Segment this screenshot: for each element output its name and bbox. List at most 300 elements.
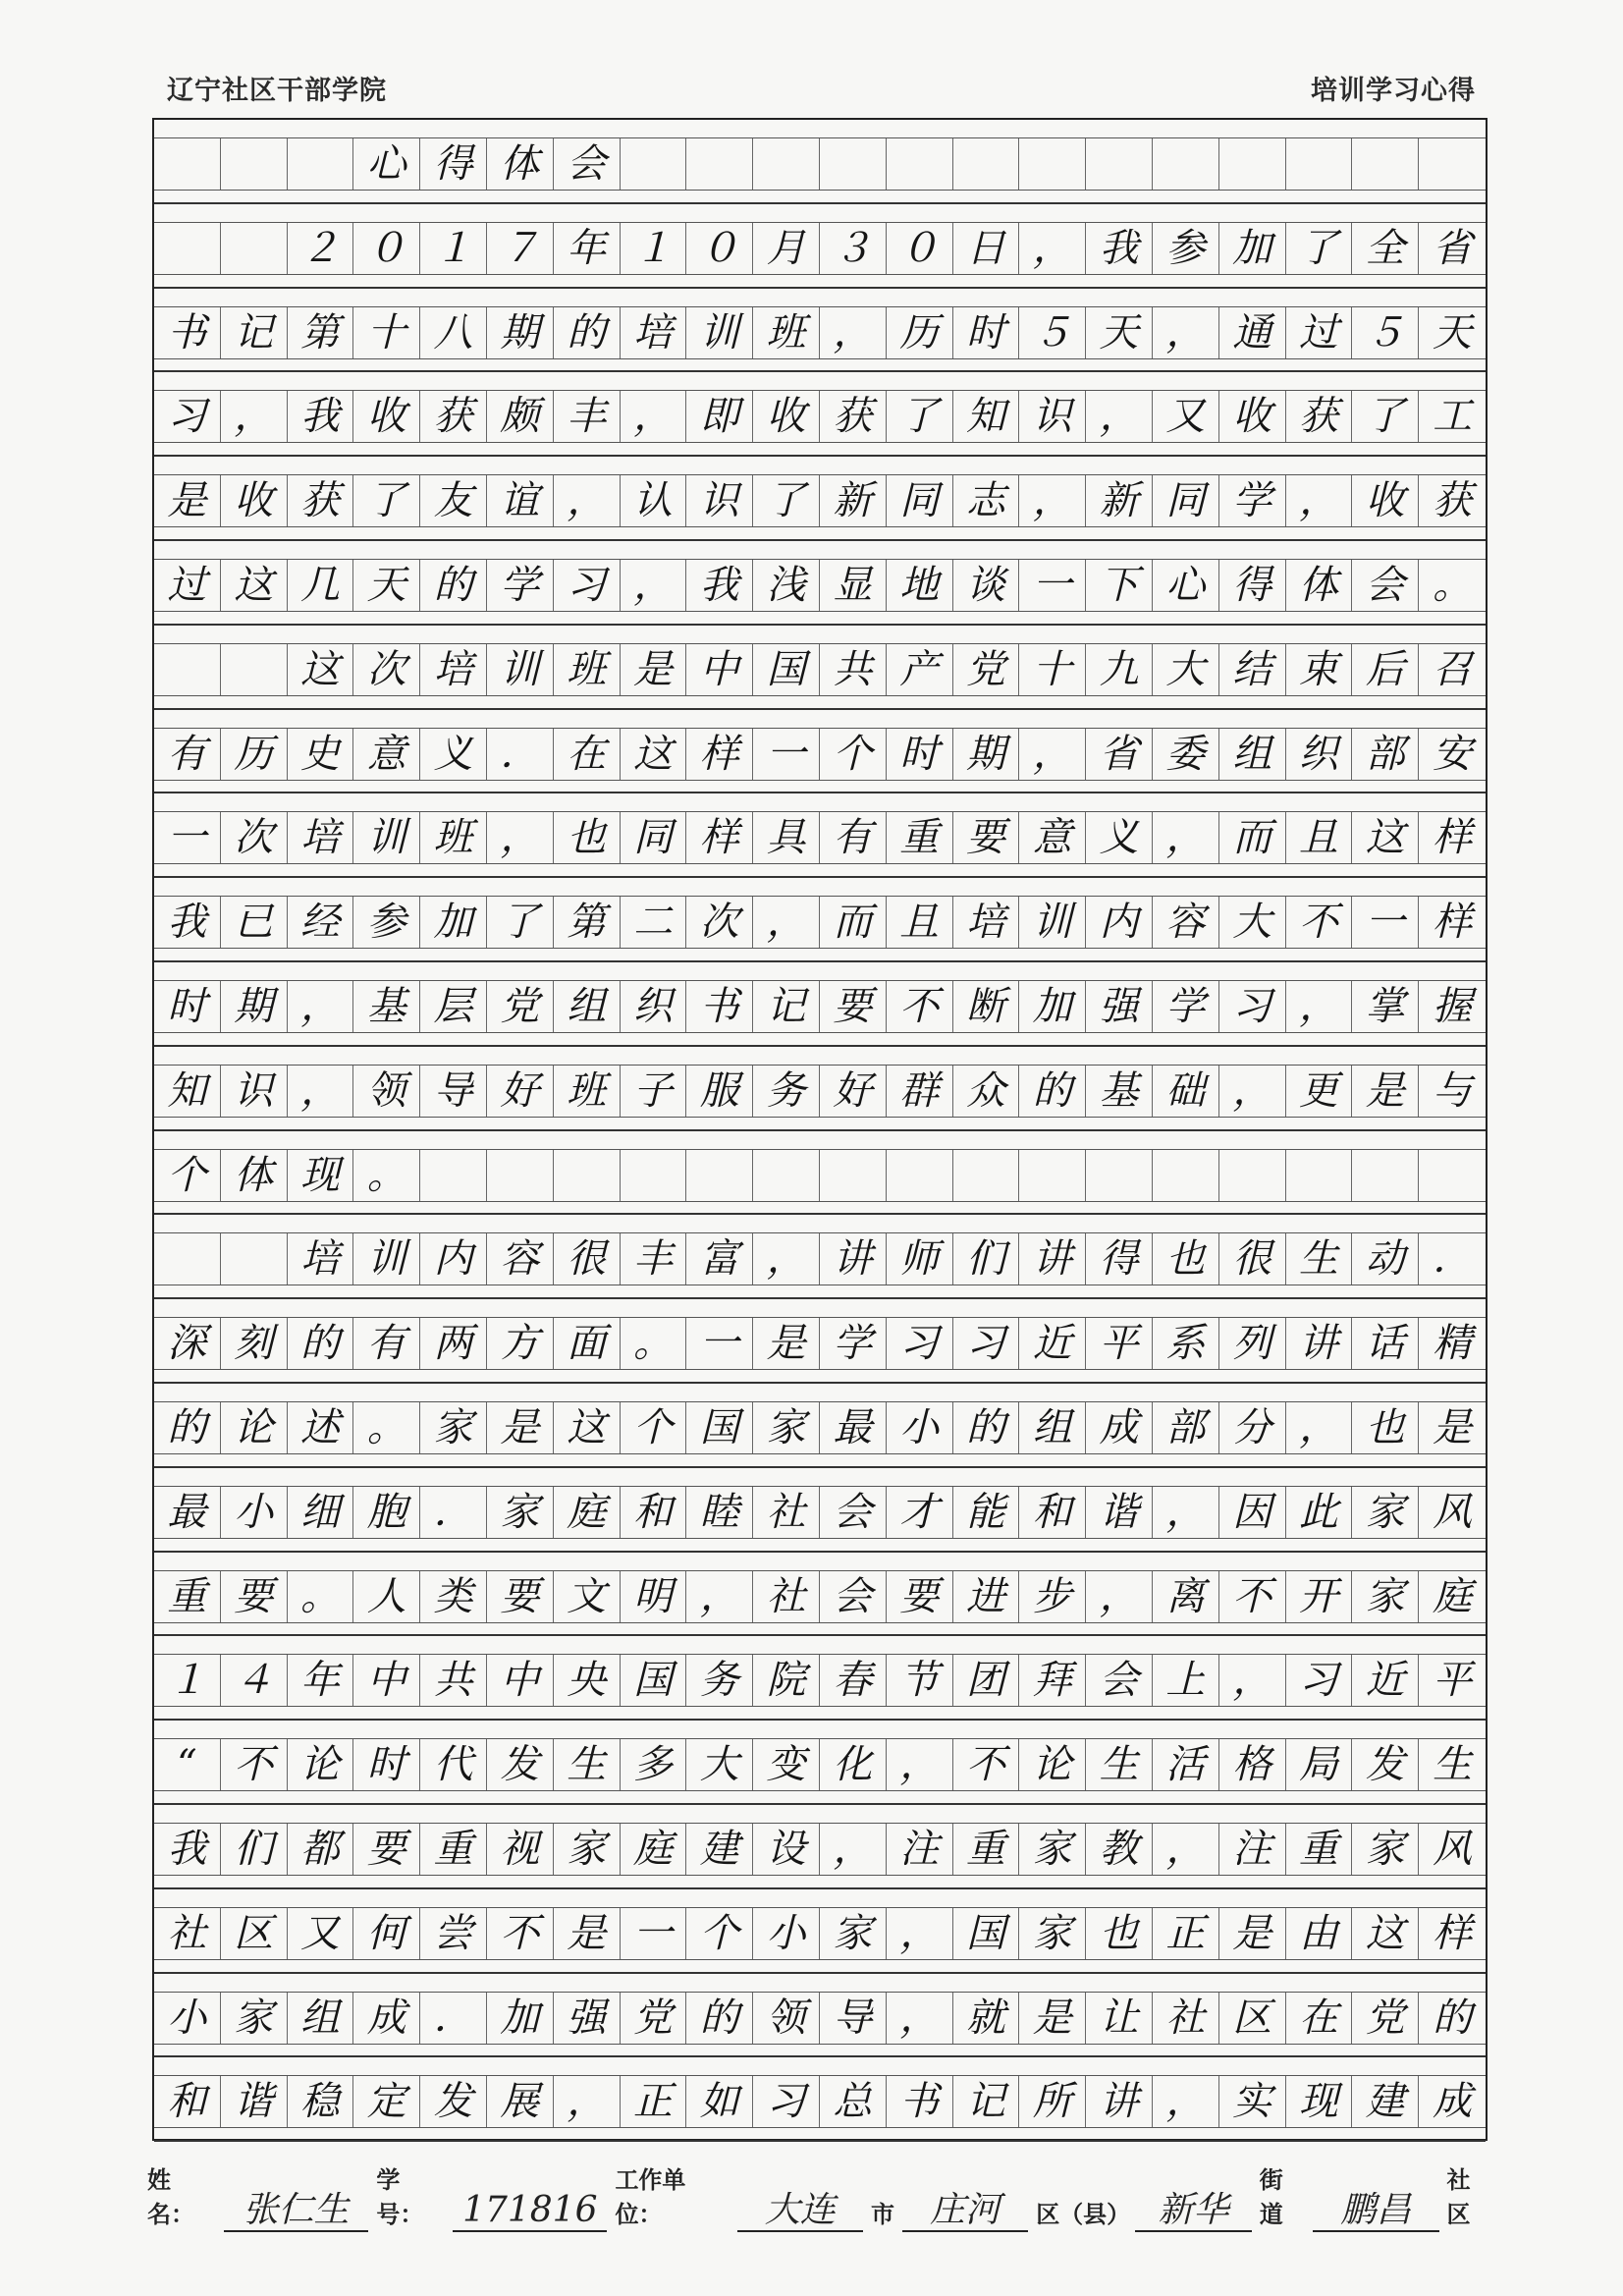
grid-cell: 中 [487, 1655, 554, 1706]
grid-cell [1419, 1150, 1486, 1201]
grid-cell [621, 1150, 687, 1201]
grid-cell: 。 [1433, 562, 1473, 608]
grid-cell: 社 [753, 1487, 820, 1538]
grid-cell: 认 [621, 475, 687, 526]
grid-cell: 子 [621, 1066, 687, 1117]
grid-cell: 国 [686, 1402, 753, 1453]
grid-cell: ， [554, 2076, 621, 2127]
grid-cell: 文 [554, 1571, 621, 1622]
grid-cell: 体 [1286, 560, 1353, 611]
grid-cell: ３ [820, 223, 887, 274]
grid-cell [753, 138, 820, 190]
work-unit-label: 工作单位： [615, 2166, 686, 2228]
grid-cell: 收 [221, 475, 288, 526]
grid-cell: 在 [1286, 1993, 1353, 2044]
grid-cell: 在 [554, 729, 621, 780]
grid-cell: 务 [753, 1066, 820, 1117]
grid-cell [1219, 1150, 1286, 1201]
grid-cell: 的 [154, 1402, 221, 1453]
grid-cell: 系 [1153, 1318, 1219, 1369]
grid-cell: ， [1019, 729, 1086, 780]
grid-cell: 而 [1219, 812, 1286, 863]
grid-cell: 化 [820, 1739, 887, 1790]
grid-cell: ， [753, 897, 820, 948]
grid-cell: ， [221, 391, 288, 442]
institution-name: 辽宁社区干部学院 [167, 76, 387, 106]
grid-cell: 不 [1219, 1571, 1286, 1622]
grid-cell: 家 [1352, 1824, 1419, 1875]
grid-cell [820, 138, 887, 190]
grid-cell: 大 [686, 1739, 753, 1790]
grid-cell: 又 [288, 1908, 354, 1959]
grid-cell: 会 [1086, 1655, 1153, 1706]
grid-cell: 时 [887, 729, 953, 780]
grid-cell [1352, 138, 1419, 190]
grid-cell: 同 [887, 475, 953, 526]
grid-cell: ， [1153, 1487, 1219, 1538]
grid-cell: 是 [487, 1402, 554, 1453]
grid-cell: 导 [420, 1066, 487, 1117]
grid-cell: 召 [1433, 646, 1473, 692]
grid-cell: 谊 [487, 475, 554, 526]
grid-cell [1153, 138, 1219, 190]
grid-cell [1019, 138, 1086, 190]
grid-cell: 谐 [221, 2076, 288, 2127]
grid-cell: 班 [420, 812, 487, 863]
grid-cell: 一 [1352, 897, 1419, 948]
grid-cell: 发 [487, 1739, 554, 1790]
grid-cell: 强 [1086, 981, 1153, 1032]
grid-row [154, 120, 1486, 204]
grid-cell: 家 [554, 1824, 621, 1875]
grid-cell: 的 [554, 307, 621, 358]
grid-cell: 而 [820, 897, 887, 948]
grid-cell: 要 [953, 812, 1020, 863]
grid-cell: 家 [820, 1908, 887, 1959]
grid-cell: 组 [554, 981, 621, 1032]
grid-cell: 富 [686, 1233, 753, 1285]
grid-cell: 离 [1153, 1571, 1219, 1622]
community-field: 鹏昌 [1313, 2191, 1438, 2232]
grid-cell: 日 [953, 223, 1020, 274]
grid-cell: 们 [221, 1824, 288, 1875]
grid-cell: 这 [554, 1402, 621, 1453]
grid-cell: 工 [1433, 394, 1473, 440]
grid-cell: 是 [1219, 1908, 1286, 1959]
grid-row [154, 2057, 1486, 2142]
grid-row [154, 289, 1486, 373]
grid-cell: 时 [154, 981, 221, 1032]
grid-cell: 具 [753, 812, 820, 863]
grid-cell: 风 [1433, 1489, 1473, 1535]
grid-cell: 这 [621, 729, 687, 780]
grid-cell: 一 [753, 729, 820, 780]
grid-cell: 期 [221, 981, 288, 1032]
grid-cell: 收 [1352, 475, 1419, 526]
grid-cell: ， [288, 1066, 354, 1117]
grid-cell: 群 [887, 1066, 953, 1117]
grid-cell: 最 [154, 1487, 221, 1538]
grid-cell: 一 [686, 1318, 753, 1369]
grid-cell: 有 [154, 729, 221, 780]
grid-cell: 地 [887, 560, 953, 611]
grid-cell: 个 [621, 1402, 687, 1453]
grid-cell [221, 644, 288, 695]
grid-cell: 人 [353, 1571, 420, 1622]
grid-cell: 庭 [554, 1487, 621, 1538]
grid-cell [221, 138, 288, 190]
grid-cell: 由 [1286, 1908, 1353, 1959]
grid-cell: 个 [154, 1150, 221, 1201]
grid-cell: 一 [621, 1908, 687, 1959]
grid-cell [1286, 1150, 1353, 1201]
grid-cell: 基 [353, 981, 420, 1032]
grid-cell: ， [887, 1993, 953, 2044]
grid-cell: 要 [487, 1571, 554, 1622]
grid-cell: ０ [353, 223, 420, 274]
grid-cell: 样 [686, 812, 753, 863]
city-field: 大连 [737, 2191, 863, 2232]
grid-cell: 历 [221, 729, 288, 780]
grid-cell: 学 [1153, 981, 1219, 1032]
grid-cell: 一 [1019, 560, 1086, 611]
grid-cell: 领 [353, 1066, 420, 1117]
grid-cell: 和 [621, 1487, 687, 1538]
grid-cell: 丰 [554, 391, 621, 442]
grid-cell: 活 [1153, 1739, 1219, 1790]
grid-cell: 得 [1086, 1233, 1153, 1285]
grid-cell [887, 138, 953, 190]
grid-cell: 导 [820, 1993, 887, 2044]
grid-cell: 新 [1086, 475, 1153, 526]
grid-cell: 获 [288, 475, 354, 526]
document-type: 培训学习心得 [1311, 76, 1476, 106]
grid-cell: 方 [487, 1318, 554, 1369]
grid-cell: 书 [686, 981, 753, 1032]
grid-cell: 习 [953, 1318, 1020, 1369]
grid-cell: 大 [1153, 644, 1219, 695]
grid-cell: ， [1153, 1824, 1219, 1875]
grid-cell: 期 [487, 307, 554, 358]
grid-cell: 家 [1019, 1824, 1086, 1875]
grid-cell [753, 1150, 820, 1201]
grid-cell: 谐 [1086, 1487, 1153, 1538]
grid-cell: 次 [221, 812, 288, 863]
grid-cell: 央 [554, 1655, 621, 1706]
grid-cell: 第 [554, 897, 621, 948]
grid-cell: 这 [1352, 1908, 1419, 1959]
grid-cell: 加 [487, 1993, 554, 2044]
grid-cell: 细 [288, 1487, 354, 1538]
grid-cell: 讲 [1286, 1318, 1353, 1369]
grid-cell: 习 [1286, 1655, 1353, 1706]
grid-cell: 部 [1153, 1402, 1219, 1453]
grid-cell: 内 [420, 1233, 487, 1285]
grid-cell: 国 [753, 644, 820, 695]
grid-cell: 这 [1352, 812, 1419, 863]
grid-cell [221, 1233, 288, 1285]
grid-cell: 定 [353, 2076, 420, 2127]
grid-cell: 众 [953, 1066, 1020, 1117]
grid-cell [686, 138, 753, 190]
grid-cell: 学 [487, 560, 554, 611]
grid-cell [1086, 1150, 1153, 1201]
grid-cell: 家 [487, 1487, 554, 1538]
grid-cell: 天 [353, 560, 420, 611]
grid-cell: ， [1286, 981, 1353, 1032]
grid-cell: 一 [154, 812, 221, 863]
grid-cell: 讲 [1019, 1233, 1086, 1285]
grid-cell: 学 [820, 1318, 887, 1369]
grid-cell: 论 [1019, 1739, 1086, 1790]
grid-cell: 。 [353, 1402, 420, 1453]
grid-cell [1153, 1150, 1219, 1201]
grid-cell: 得 [1219, 560, 1286, 611]
grid-cell: 明 [621, 1571, 687, 1622]
grid-cell: 识 [1019, 391, 1086, 442]
grid-cell: 了 [753, 475, 820, 526]
grid-cell: ５ [1352, 307, 1419, 358]
grid-cell: 论 [221, 1402, 288, 1453]
grid-cell: 记 [753, 981, 820, 1032]
grid-cell: 不 [221, 1739, 288, 1790]
grid-cell: 又 [1153, 391, 1219, 442]
grid-cell: ， [1286, 475, 1353, 526]
grid-cell: ， [554, 475, 621, 526]
grid-row [154, 710, 1486, 794]
grid-cell: ， [887, 1739, 953, 1790]
grid-cell: 共 [420, 1655, 487, 1706]
grid-cell: 获 [1433, 478, 1473, 524]
grid-cell: 尝 [420, 1908, 487, 1959]
grid-cell: 话 [1352, 1318, 1419, 1369]
grid-cell: 能 [953, 1487, 1020, 1538]
grid-cell [621, 138, 687, 190]
grid-cell: 了 [353, 475, 420, 526]
grid-cell: 刻 [221, 1318, 288, 1369]
grid-cell: 何 [353, 1908, 420, 1959]
grid-cell: 心 [353, 138, 420, 190]
grid-cell: 此 [1286, 1487, 1353, 1538]
grid-cell: 最 [820, 1402, 887, 1453]
grid-cell: 加 [1219, 223, 1286, 274]
grid-cell: ， [621, 560, 687, 611]
grid-row [154, 1215, 1486, 1299]
grid-cell: “ [154, 1739, 221, 1790]
grid-row [154, 962, 1486, 1047]
grid-cell: 这 [221, 560, 288, 611]
grid-cell: 党 [953, 644, 1020, 695]
grid-cell [1352, 1150, 1419, 1201]
grid-cell: 家 [1019, 1908, 1086, 1959]
grid-cell: 务 [686, 1655, 753, 1706]
grid-cell: 收 [1219, 391, 1286, 442]
grid-cell [154, 644, 221, 695]
grid-cell: 生 [1433, 1742, 1473, 1788]
grid-cell: 所 [1019, 2076, 1086, 2127]
grid-cell: 稳 [288, 2076, 354, 2127]
grid-cell: 不 [887, 981, 953, 1032]
grid-cell: 同 [621, 812, 687, 863]
grid-cell: 设 [753, 1824, 820, 1875]
grid-cell: 样 [686, 729, 753, 780]
grid-cell: ， [1019, 223, 1086, 274]
grid-cell: 我 [686, 560, 753, 611]
grid-cell: 不 [487, 1908, 554, 1959]
grid-cell: 获 [1286, 391, 1353, 442]
grid-cell: 现 [288, 1150, 354, 1201]
grid-cell: 后 [1352, 644, 1419, 695]
grid-cell: 是 [154, 475, 221, 526]
grid-cell: 。 [621, 1318, 687, 1369]
grid-cell: 上 [1153, 1655, 1219, 1706]
grid-cell: ， [753, 1233, 820, 1285]
grid-cell: 组 [1219, 729, 1286, 780]
grid-cell: 与 [1433, 1067, 1473, 1114]
grid-cell: 掌 [1352, 981, 1419, 1032]
grid-cell: 记 [953, 2076, 1020, 2127]
grid-cell: ４ [221, 1655, 288, 1706]
grid-cell: 安 [1433, 731, 1473, 777]
grid-cell: 节 [887, 1655, 953, 1706]
grid-cell: 强 [554, 1993, 621, 2044]
grid-cell: 国 [953, 1908, 1020, 1959]
grid-cell: 要 [353, 1824, 420, 1875]
grid-cell: 发 [1352, 1739, 1419, 1790]
grid-cell: 会 [820, 1487, 887, 1538]
grid-cell: 天 [1433, 309, 1473, 355]
grid-cell: 过 [154, 560, 221, 611]
grid-cell: 八 [420, 307, 487, 358]
manuscript-grid [152, 118, 1488, 2141]
grid-row [154, 457, 1486, 541]
grid-cell: ７ [487, 223, 554, 274]
grid-cell: 训 [1019, 897, 1086, 948]
grid-cell: ． [420, 1487, 487, 1538]
grid-cell: 期 [953, 729, 1020, 780]
grid-cell: 进 [953, 1571, 1020, 1622]
grid-cell: 我 [1086, 223, 1153, 274]
city-label: 市 [870, 2201, 894, 2228]
grid-cell: ， [1219, 1066, 1286, 1117]
grid-cell: 习 [887, 1318, 953, 1369]
grid-cell: 也 [1352, 1402, 1419, 1453]
grid-cell: 握 [1433, 983, 1473, 1029]
street-field: 新华 [1135, 2191, 1252, 2232]
grid-cell: 家 [221, 1993, 288, 2044]
grid-cell: 的 [420, 560, 487, 611]
grid-cell: 共 [820, 644, 887, 695]
grid-cell: ０ [686, 223, 753, 274]
grid-cell: ． [487, 729, 554, 780]
grid-cell: 很 [1219, 1233, 1286, 1285]
grid-cell: 天 [1086, 307, 1153, 358]
grid-cell: 我 [288, 391, 354, 442]
grid-cell: 变 [753, 1739, 820, 1790]
grid-cell: ２ [288, 223, 354, 274]
grid-cell: 了 [487, 897, 554, 948]
grid-cell: 生 [1286, 1233, 1353, 1285]
grid-cell: 也 [1153, 1233, 1219, 1285]
grid-cell: ， [1086, 1571, 1153, 1622]
grid-cell: 重 [953, 1824, 1020, 1875]
grid-cell: 识 [221, 1066, 288, 1117]
grid-cell: ， [887, 1908, 953, 1959]
grid-cell: 参 [1153, 223, 1219, 274]
grid-cell: 习 [1219, 981, 1286, 1032]
grid-cell: 个 [820, 729, 887, 780]
grid-cell: 友 [420, 475, 487, 526]
grid-cell: 次 [686, 897, 753, 948]
grid-cell [1219, 138, 1286, 190]
grid-cell: 产 [887, 644, 953, 695]
grid-cell: 是 [1433, 1404, 1473, 1450]
grid-cell: ， [1153, 812, 1219, 863]
grid-cell [887, 1150, 953, 1201]
grid-cell: 样 [1433, 1910, 1473, 1956]
grid-cell: 省 [1086, 729, 1153, 780]
grid-cell: 颇 [487, 391, 554, 442]
grid-cell: 才 [887, 1487, 953, 1538]
grid-cell: 经 [288, 897, 354, 948]
grid-cell: 会 [1352, 560, 1419, 611]
grid-cell: 很 [554, 1233, 621, 1285]
grid-cell: 的 [686, 1993, 753, 2044]
grid-cell: 同 [1153, 475, 1219, 526]
grid-cell: 生 [1086, 1739, 1153, 1790]
grid-cell: 拜 [1019, 1655, 1086, 1706]
grid-cell: 和 [1019, 1487, 1086, 1538]
grid-cell: 建 [1352, 2076, 1419, 2127]
grid-cell: 总 [820, 2076, 887, 2127]
grid-cell: 好 [487, 1066, 554, 1117]
grid-cell: 九 [1086, 644, 1153, 695]
grid-cell: 省 [1433, 225, 1473, 271]
grid-cell: 深 [154, 1318, 221, 1369]
grid-cell: 动 [1352, 1233, 1419, 1285]
grid-cell: 培 [288, 812, 354, 863]
grid-cell: 。 [288, 1571, 354, 1622]
grid-row [154, 1131, 1486, 1216]
grid-cell: 浅 [753, 560, 820, 611]
grid-cell: 组 [1019, 1402, 1086, 1453]
grid-cell: 训 [487, 644, 554, 695]
grid-cell [420, 1150, 487, 1201]
grid-cell: 中 [353, 1655, 420, 1706]
grid-cell: ． [1433, 1236, 1473, 1283]
grid-cell: 庭 [621, 1824, 687, 1875]
grid-cell: 多 [621, 1739, 687, 1790]
grid-cell: 也 [1086, 1908, 1153, 1959]
grid-cell: 注 [887, 1824, 953, 1875]
grid-cell: 精 [1433, 1321, 1473, 1367]
street-label: 街道 [1259, 2166, 1283, 2228]
grid-cell: 且 [1286, 812, 1353, 863]
name-label: 姓名： [147, 2166, 194, 2228]
grid-row [154, 1468, 1486, 1553]
grid-cell: 习 [154, 391, 221, 442]
grid-cell: 获 [420, 391, 487, 442]
grid-cell: 展 [487, 2076, 554, 2127]
grid-cell [1019, 1150, 1086, 1201]
grid-cell [820, 1150, 887, 1201]
grid-cell: 加 [420, 897, 487, 948]
grid-cell: 体 [221, 1150, 288, 1201]
grid-cell: ， [621, 391, 687, 442]
grid-cell [1286, 138, 1353, 190]
grid-cell: 知 [154, 1066, 221, 1117]
grid-cell: 也 [554, 812, 621, 863]
